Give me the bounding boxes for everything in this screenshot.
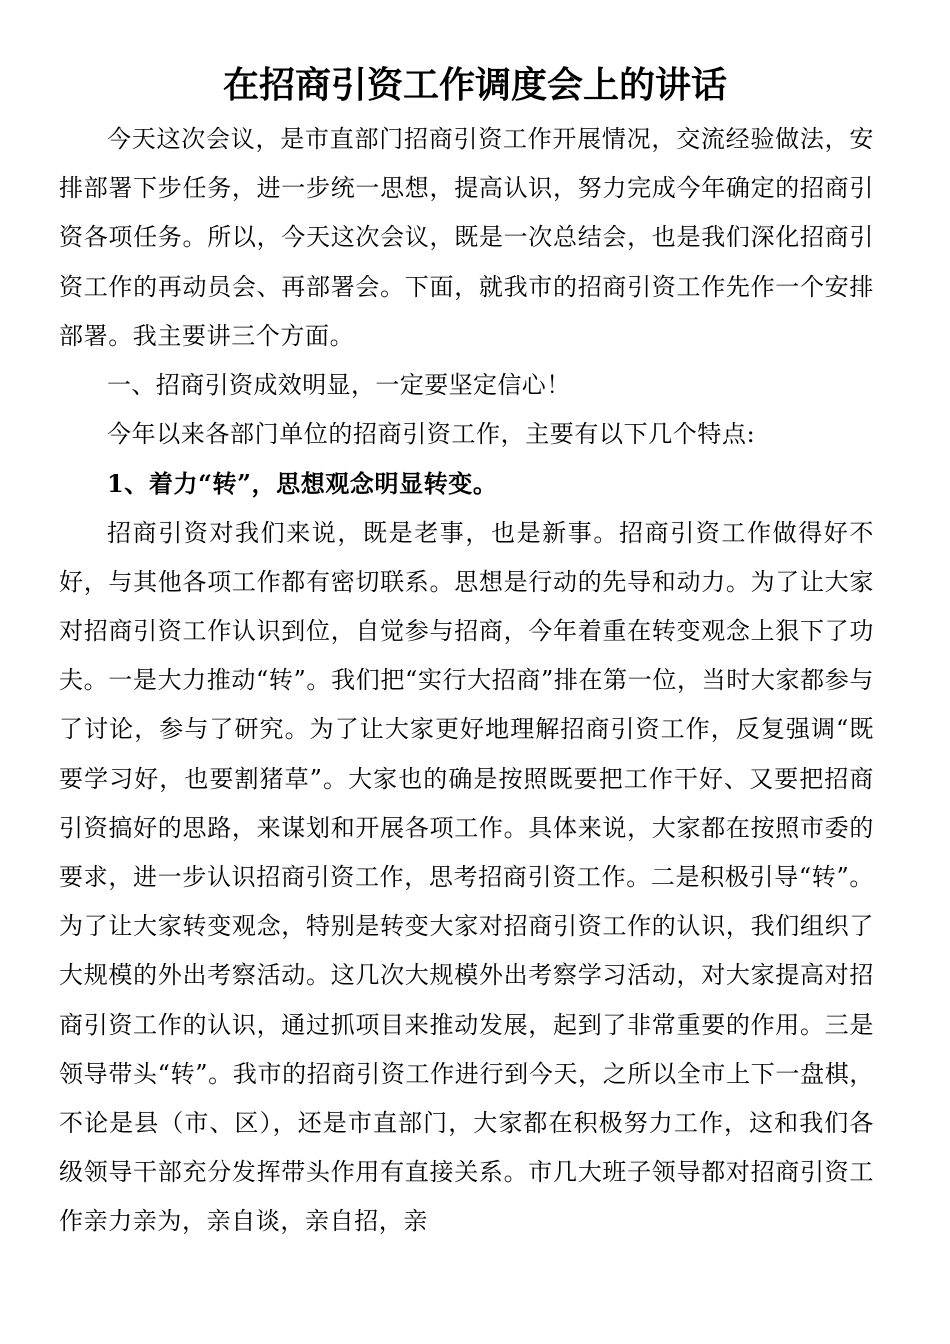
document-title: 在招商引资工作调度会上的讲话	[222, 65, 727, 106]
paragraph-intro: 今天这次会议，是市直部门招商引资工作开展情况，交流经验做法，安排部署下步任务，进一步统一思想，提高认识，努力完成今年确定的招商引资各项任务。所以，今天这次会议，既是一次总结会，也是我们深化招商引资工作的再动员会、再部署会。下面，就我市的招商引资工作先作一个安排部署。我主要讲三个方面。	[59, 125, 874, 350]
paragraph-features-intro: 今年以来各部门单位的招商引资工作，主要有以下几个特点:	[107, 420, 756, 449]
paragraph-body-1: 招商引资对我们来说，既是老事，也是新事。招商引资工作做得好不好，与其他各项工作都有密切联系。思想是行动的先导和动力。为了让大家对招商引资工作认识到位，自觉参与招商，今年着重在转变观念上狠下了功夫。一是大力推动“转”。我们把“实行大招商”排在第一位，当时大家都参与了讨论，参与了研究。为了让大家更好地理解招商引资工作，反复强调“既要学习好，也要割猪草”。大家也的确是按照既要把工作干好、又要把招商引资搞好的思路，来谋划和开展各项工作。具体来说，大家都在按照市委的要求，进一步认识招商引资工作，思考招商引资工作。二是积极引导“转”。为了让大家转变观念，特别是转变大家对招商引资工作的认识，我们组织了大规模的外出考察活动。这几次大规模外出考察学习活动，对大家提高对招商引资工作的认识，通过抓项目来推动发展，起到了非常重要的作用。三是领导带头“转”。我市的招商引资工作进行到今天，之所以全市上下一盘棋，不论是县（市、区），还是市直部门，大家都在积极努力工作，这和我们各级领导干部充分发挥带头作用有直接关系。市几大班子领导都对招商引资工作亲力亲为，亲自谈，亲自招，亲	[59, 518, 874, 1236]
document-body	[59, 115, 874, 1247]
section-heading-1: 一、招商引资成效明显，一定要坚定信心！	[107, 371, 571, 400]
subsection-heading-1: 1、着力“转”，思想观念明显转变。	[107, 469, 498, 499]
